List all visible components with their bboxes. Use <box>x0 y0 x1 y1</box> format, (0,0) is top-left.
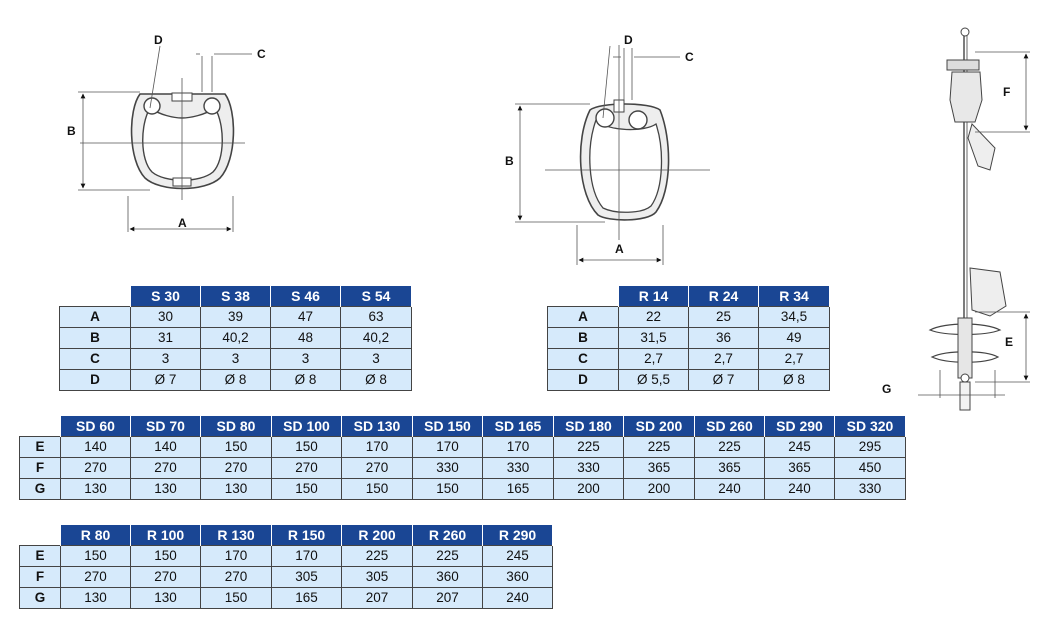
table-cell: 2,7 <box>689 349 759 370</box>
mast-dim-g-label: G <box>882 382 892 396</box>
r-dim-b-label: B <box>505 154 514 168</box>
table-cell: 150 <box>342 479 413 500</box>
table-cell: 40,2 <box>201 328 271 349</box>
table-row <box>20 458 906 479</box>
table-cell: 130 <box>61 479 131 500</box>
column-header: R 290 <box>483 525 553 546</box>
s-profile-drawing <box>67 33 266 232</box>
table-cell: 270 <box>201 567 272 588</box>
mast-dim-f-label: F <box>1003 85 1011 99</box>
table-cell: 170 <box>272 546 342 567</box>
column-header: R 34 <box>759 286 830 307</box>
s-sections-table <box>59 286 412 391</box>
row-key: A <box>60 307 131 328</box>
table-cell: 2,7 <box>759 349 830 370</box>
r-sections-table <box>547 286 830 391</box>
s-dim-b-label: B <box>67 124 76 138</box>
column-header: SD 320 <box>835 416 906 437</box>
table-row <box>548 328 830 349</box>
mast-dim-e-label: E <box>1005 335 1014 349</box>
table-cell: 31,5 <box>619 328 689 349</box>
table-cell: Ø 8 <box>759 370 830 391</box>
table-cell: 165 <box>272 588 342 609</box>
header-spacer <box>20 416 61 437</box>
column-header: SD 150 <box>413 416 483 437</box>
table-cell: 170 <box>483 437 554 458</box>
column-header: R 150 <box>272 525 342 546</box>
table-cell: 270 <box>61 567 131 588</box>
table-cell: 40,2 <box>341 328 412 349</box>
table-cell: 240 <box>765 479 835 500</box>
table-cell: 150 <box>61 546 131 567</box>
column-header: SD 200 <box>624 416 695 437</box>
r-profile-drawing <box>505 33 710 265</box>
table-cell: 270 <box>61 458 131 479</box>
table-cell: 330 <box>554 458 624 479</box>
table-cell: 270 <box>201 458 272 479</box>
r-models-table <box>19 525 553 609</box>
table-row <box>20 546 553 567</box>
table-row <box>20 588 553 609</box>
column-header: S 30 <box>131 286 201 307</box>
table-cell: 170 <box>413 437 483 458</box>
table-cell: 225 <box>342 546 413 567</box>
table-cell: 3 <box>201 349 271 370</box>
table-cell: Ø 8 <box>341 370 412 391</box>
row-key: C <box>60 349 131 370</box>
column-header: SD 260 <box>695 416 765 437</box>
column-header: SD 60 <box>61 416 131 437</box>
table-row <box>20 437 906 458</box>
r-dim-c-label: C <box>685 50 694 64</box>
table-cell: 30 <box>131 307 201 328</box>
table-cell: 360 <box>413 567 483 588</box>
table-cell: Ø 5,5 <box>619 370 689 391</box>
header-spacer <box>20 525 61 546</box>
table-cell: 3 <box>271 349 341 370</box>
table-cell: 330 <box>413 458 483 479</box>
table-cell: 25 <box>689 307 759 328</box>
table-cell: 165 <box>483 479 554 500</box>
table-row <box>548 349 830 370</box>
table-cell: 240 <box>695 479 765 500</box>
header-spacer <box>548 286 619 307</box>
table-cell: 365 <box>765 458 835 479</box>
table-cell: 305 <box>342 567 413 588</box>
column-header: R 14 <box>619 286 689 307</box>
table-cell: 207 <box>342 588 413 609</box>
table-row <box>20 479 906 500</box>
table-cell: 150 <box>272 437 342 458</box>
s-dim-a-label: A <box>178 216 187 230</box>
table-cell: Ø 8 <box>201 370 271 391</box>
s-dim-c-label: C <box>257 47 266 61</box>
table-cell: 295 <box>835 437 906 458</box>
table-cell: 200 <box>554 479 624 500</box>
table-header-row <box>60 286 412 307</box>
r-profile-shape <box>581 100 669 220</box>
row-key: E <box>20 437 61 458</box>
row-key: B <box>548 328 619 349</box>
sd-models-table <box>19 416 906 500</box>
table-cell: 3 <box>131 349 201 370</box>
table-header-row <box>20 416 906 437</box>
column-header: R 130 <box>201 525 272 546</box>
header-spacer <box>60 286 131 307</box>
column-header: SD 130 <box>342 416 413 437</box>
table-cell: 207 <box>413 588 483 609</box>
table-cell: 225 <box>554 437 624 458</box>
table-cell: 22 <box>619 307 689 328</box>
table-cell: 200 <box>624 479 695 500</box>
table-cell: 450 <box>835 458 906 479</box>
table-cell: 270 <box>342 458 413 479</box>
mast-detail-drawing <box>882 28 1030 410</box>
column-header: SD 180 <box>554 416 624 437</box>
table-cell: 48 <box>271 328 341 349</box>
column-header: SD 70 <box>131 416 201 437</box>
row-key: G <box>20 588 61 609</box>
column-header: R 200 <box>342 525 413 546</box>
table-cell: 360 <box>483 567 553 588</box>
table-cell: 150 <box>413 479 483 500</box>
row-key: E <box>20 546 61 567</box>
table-cell: 225 <box>695 437 765 458</box>
row-key: C <box>548 349 619 370</box>
table-cell: 270 <box>131 458 201 479</box>
table-row <box>548 370 830 391</box>
table-cell: 270 <box>131 567 201 588</box>
table-cell: 150 <box>131 546 201 567</box>
table-cell: 365 <box>624 458 695 479</box>
row-key: F <box>20 567 61 588</box>
table-cell: 245 <box>765 437 835 458</box>
table-cell: 39 <box>201 307 271 328</box>
table-row <box>60 328 412 349</box>
table-header-row <box>20 525 553 546</box>
row-key: D <box>548 370 619 391</box>
s-dim-d-label: D <box>154 33 163 47</box>
table-row <box>60 307 412 328</box>
column-header: SD 290 <box>765 416 835 437</box>
table-cell: 170 <box>342 437 413 458</box>
column-header: S 54 <box>341 286 412 307</box>
row-key: G <box>20 479 61 500</box>
r-dim-a-label: A <box>615 242 624 256</box>
column-header: SD 80 <box>201 416 272 437</box>
table-cell: Ø 7 <box>131 370 201 391</box>
table-cell: 47 <box>271 307 341 328</box>
column-header: R 24 <box>689 286 759 307</box>
table-row <box>60 349 412 370</box>
table-row <box>548 307 830 328</box>
column-header: S 46 <box>271 286 341 307</box>
table-cell: 150 <box>201 588 272 609</box>
r-dim-d-label: D <box>624 33 633 47</box>
table-cell: 240 <box>483 588 553 609</box>
column-header: R 80 <box>61 525 131 546</box>
table-cell: 150 <box>201 437 272 458</box>
column-header: SD 165 <box>483 416 554 437</box>
table-cell: 130 <box>201 479 272 500</box>
table-cell: 140 <box>61 437 131 458</box>
column-header: R 100 <box>131 525 201 546</box>
table-cell: 150 <box>272 479 342 500</box>
table-cell: 34,5 <box>759 307 830 328</box>
table-cell: 36 <box>689 328 759 349</box>
table-cell: 130 <box>131 588 201 609</box>
table-cell: 130 <box>131 479 201 500</box>
table-cell: 31 <box>131 328 201 349</box>
column-header: S 38 <box>201 286 271 307</box>
table-row <box>20 567 553 588</box>
mast-fittings <box>930 28 1006 410</box>
table-header-row <box>548 286 830 307</box>
row-key: F <box>20 458 61 479</box>
column-header: SD 100 <box>272 416 342 437</box>
table-cell: 170 <box>201 546 272 567</box>
table-cell: 2,7 <box>619 349 689 370</box>
table-cell: 225 <box>624 437 695 458</box>
table-cell: 330 <box>483 458 554 479</box>
table-cell: 270 <box>272 458 342 479</box>
table-cell: 245 <box>483 546 553 567</box>
table-cell: 3 <box>341 349 412 370</box>
table-cell: Ø 7 <box>689 370 759 391</box>
table-cell: 225 <box>413 546 483 567</box>
table-cell: 365 <box>695 458 765 479</box>
column-header: R 260 <box>413 525 483 546</box>
row-key: B <box>60 328 131 349</box>
table-cell: 330 <box>835 479 906 500</box>
table-cell: Ø 8 <box>271 370 341 391</box>
table-row <box>60 370 412 391</box>
table-cell: 305 <box>272 567 342 588</box>
table-cell: 49 <box>759 328 830 349</box>
table-cell: 130 <box>61 588 131 609</box>
table-cell: 63 <box>341 307 412 328</box>
s-profile-shape <box>132 93 234 189</box>
row-key: D <box>60 370 131 391</box>
row-key: A <box>548 307 619 328</box>
table-cell: 140 <box>131 437 201 458</box>
